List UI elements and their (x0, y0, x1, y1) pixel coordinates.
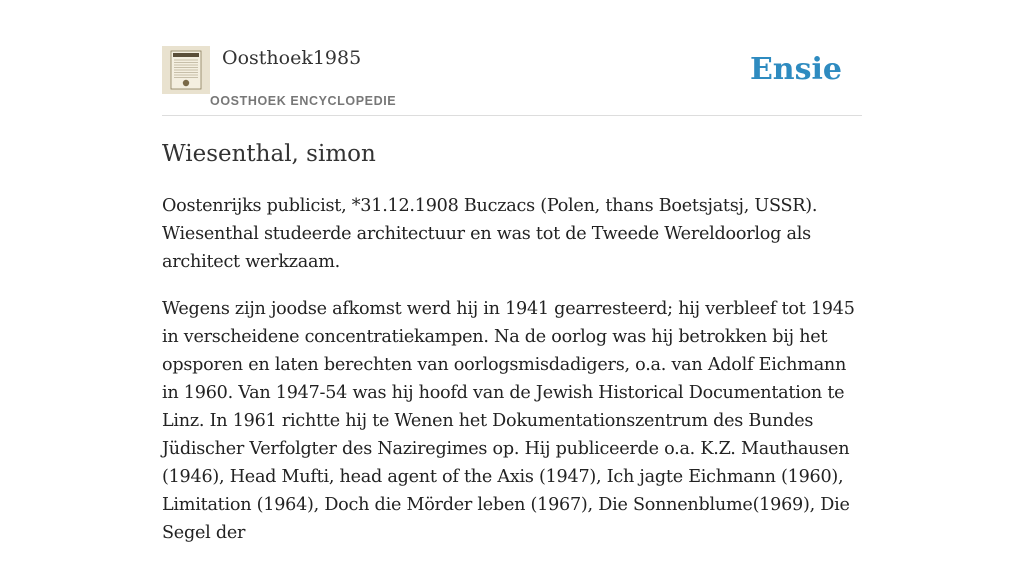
article-body (162, 192, 862, 566)
article-page (162, 0, 862, 543)
author-name[interactable]: Oosthoek1985 (222, 47, 362, 69)
article-title: Wiesenthal, simon (162, 141, 376, 167)
publication-label[interactable]: OOSTHOEK ENCYCLOPEDIE (210, 94, 397, 108)
article-paragraph: Wegens zijn joodse afkomst werd hij in 1941 gearresteerd; hij verbleef tot 1945 in verscheidene concentratiekampen. Na de oorlog was hij betrokken bij het opsporen en laten berechten van oorlogsmisdadigers, o.a. van Adolf Eichmann in 1960. Van 1947-54 was hij hoofd van de Jewish Historical Documentation te Linz. In 1961 richtte hij te Wenen het Dokumentationszentrum des Bundes Jüdischer Verfolgter des Naziregimes op. Hij publiceerde o.a. K.Z. Mauthausen (1946), Head Mufti, head agent of the Axis (1947), Ich jagte Eichmann (1960), Limitation (1964), Doch die Mörder leben (1967), Die Sonnenblume(1969), Die Segel der (162, 299, 855, 543)
article-paragraph: Oostenrijks publicist, *31.12.1908 Buczacs (Polen, thans Boetsjatsj, USSR). Wiesenthal studeerde architectuur en was tot de Tweede Wereldoorlog als architect werkzaam. (162, 196, 818, 272)
article-header (162, 0, 862, 116)
brand-logo[interactable]: Ensie (749, 52, 842, 87)
author-avatar[interactable] (162, 46, 210, 94)
